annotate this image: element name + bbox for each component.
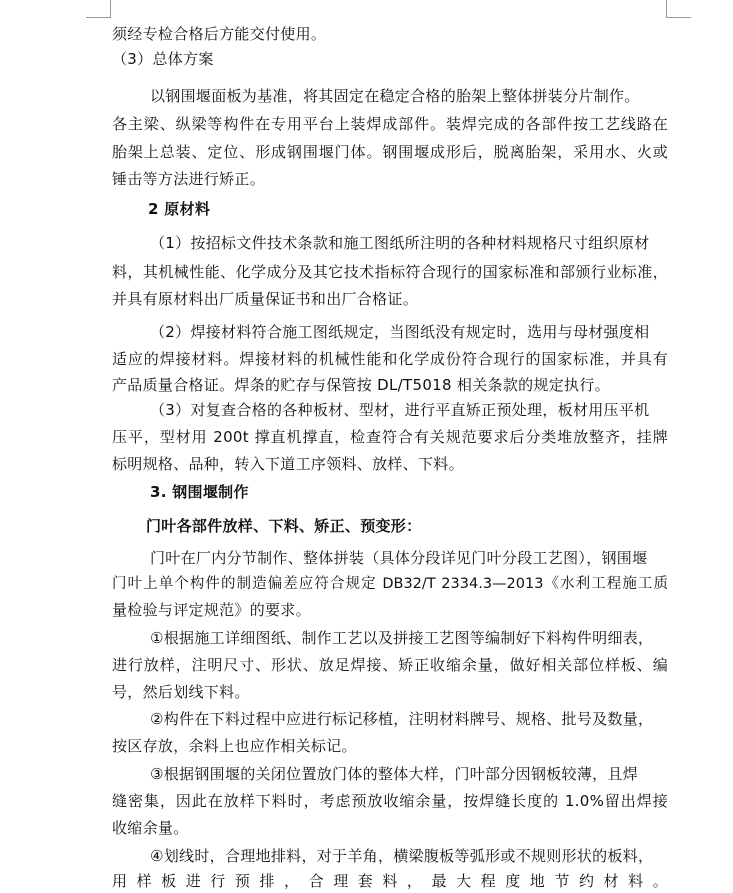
paragraph-line: 须经专检合格后方能交付使用。 (112, 25, 327, 43)
list-item-line: 缝密集，因此在放样下料时，考虑预放收缩余量，按焊缝长度的 1.0%留出焊接 (112, 792, 668, 810)
paragraph-line: 产品质量合格证。焊条的贮存与保管按 DL/T5018 相关条款的规定执行。 (112, 376, 610, 394)
paragraph-line: 量检验与评定规范》的要求。 (112, 601, 311, 619)
paragraph-line: 料，其机械性能、化学成分及其它技术指标符合现行的国家标准和部颁行业标准， (112, 263, 668, 281)
paragraph-line: 门叶上单个构件的制造偏差应符合规定 DB32/T 2334.3—2013《水利工程施工质 (112, 576, 668, 592)
list-item-line: 号，然后划线下料。 (112, 683, 250, 701)
subsection-heading: 门叶各部件放样、下料、矫正、预变形： (146, 517, 422, 535)
paragraph-line: 压平，型材用 200t 撑直机撑直，检查符合有关规范要求后分类堆放整齐，挂牌 (112, 428, 668, 446)
section-heading: 3. 钢围堰制作 (150, 483, 249, 501)
paragraph-line: （2）焊接材料符合施工图纸规定，当图纸没有规定时，选用与母材强度相 (150, 323, 650, 341)
list-item-line: 进行放样，注明尺寸、形状、放足焊接、矫正收缩余量，做好相关部位样板、编 (112, 656, 668, 674)
paragraph-line: 并具有原材料出厂质量保证书和出厂合格证。 (112, 290, 419, 308)
paragraph-line: 各主梁、纵梁等构件在专用平台上装焊成部件。装焊完成的各部件按工艺线路在 (112, 115, 668, 133)
section-heading: （3）总体方案 (112, 50, 214, 68)
crop-mark-top-left (86, 0, 111, 18)
paragraph-line: （3）对复查合格的各种板材、型材，进行平直矫正预处理，板材用压平机 (150, 401, 650, 419)
crop-mark-top-right (666, 0, 691, 18)
paragraph-line: 适应的焊接材料。焊接材料的机械性能和化学成份符合现行的国家标准，并具有 (112, 350, 668, 368)
paragraph-line: 胎架上总装、定位、形成钢围堰门体。钢围堰成形后，脱离胎架，采用水、火或 (112, 143, 668, 161)
paragraph-line: 门叶在厂内分节制作、整体拼装（具体分段详见门叶分段工艺图），钢围堰 (150, 549, 648, 567)
paragraph-line: （1）按招标文件技术条款和施工图纸所注明的各种材料规格尺寸组织原材 (150, 234, 650, 252)
list-item-line: ①根据施工详细图纸、制作工艺以及拼接工艺图等编制好下料构件明细表， (150, 629, 654, 647)
list-item-line: 用样板进行预排，合理套料，最大程度地节约材料。 (112, 872, 668, 890)
list-item-line: 按区存放，余料上也应作相关标记。 (112, 737, 357, 755)
paragraph-line: 锤击等方法进行矫正。 (112, 170, 266, 188)
section-heading: 2 原材料 (148, 200, 211, 218)
list-item-line: ②构件在下料过程中应进行标记移植，注明材料牌号、规格、批号及数量， (150, 710, 654, 728)
paragraph-line: 标明规格、品种，转入下道工序领料、放样、下料。 (112, 455, 464, 473)
list-item-line: ③根据钢围堰的关闭位置放门体的整体大样，门叶部分因钢板较薄，且焊 (150, 765, 639, 783)
paragraph-line: 以钢围堰面板为基准，将其固定在稳定合格的胎架上整体拼装分片制作。 (150, 87, 640, 105)
list-item-line: 收缩余量。 (112, 819, 189, 837)
list-item-line: ④划线时，合理地排料，对于羊角，横梁腹板等弧形或不规则形状的板料， (150, 847, 654, 865)
